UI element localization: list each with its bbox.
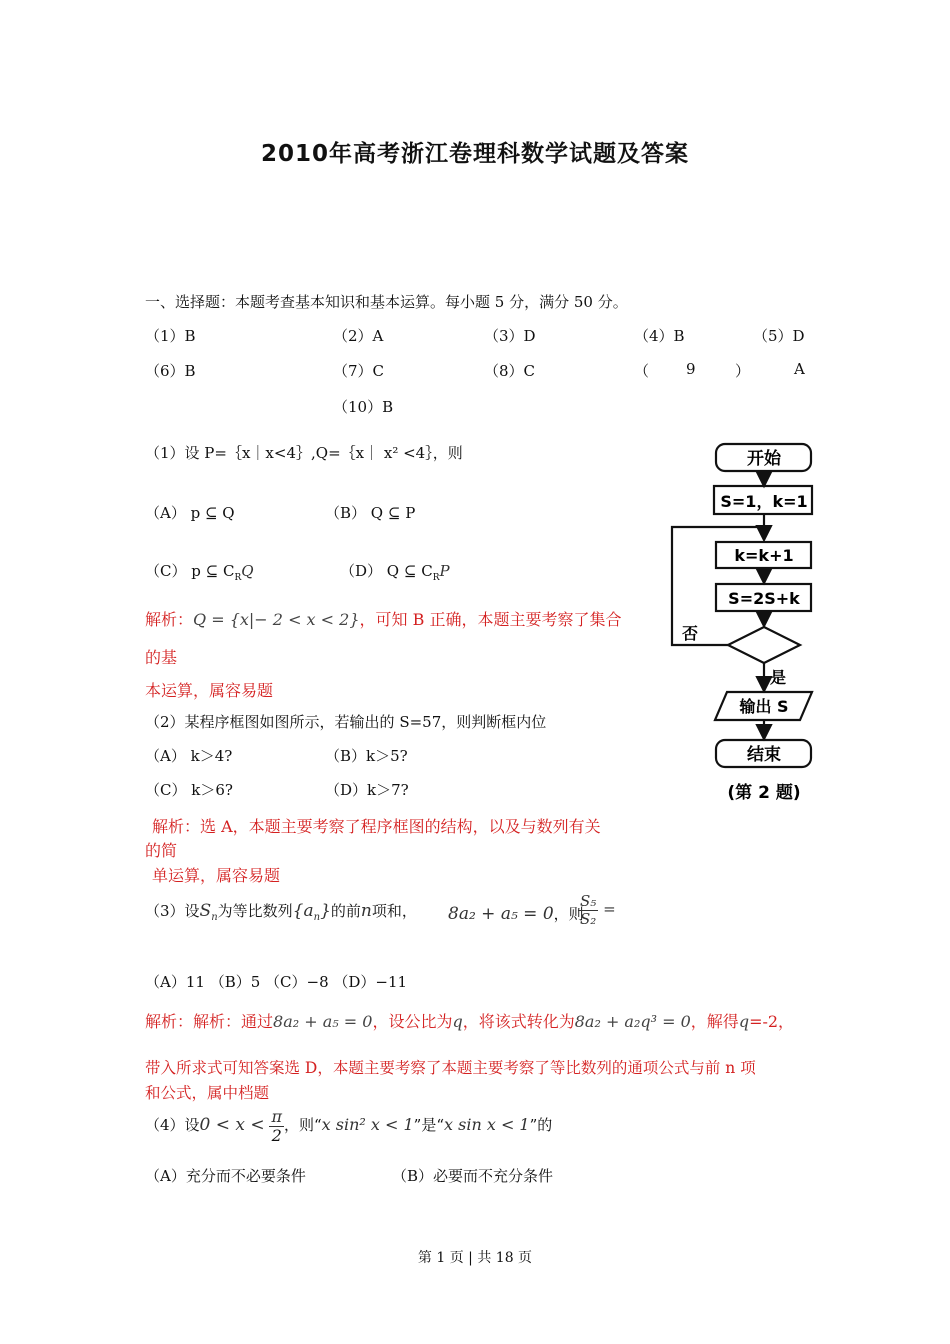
flow-step1-text: k=k+1 <box>734 546 794 565</box>
q2-analysis-line3: 单运算，属容易题 <box>152 866 281 885</box>
answer-10: （10）B <box>333 398 394 416</box>
q3-analysis-line2: 带入所求式可知答案选 D，本题主要考察了本题主要考察了等比数列的通项公式与前 n 项 <box>145 1059 756 1077</box>
q4-option-a: （A）充分而不必要条件 <box>145 1167 306 1185</box>
q1-analysis-line2: 的基 <box>145 648 178 667</box>
answer-2: （2）A <box>333 327 384 345</box>
q2-option-a: （A） k＞4? <box>145 747 233 765</box>
flow-end-text: 结束 <box>747 745 781 765</box>
page-footer: 第 1 页 | 共 18 页 <box>417 1250 533 1266</box>
q1-option-c: （C） p ⊆ $C_RQ$ <box>145 562 254 583</box>
q3-options: （A）11 （B）5 （C）−8 （D）−11 <box>145 973 408 991</box>
flow-init-text: S=1，k=1 <box>720 492 808 511</box>
answer-9-letter: A <box>794 360 805 378</box>
flow-yes-label: 是 <box>769 668 787 687</box>
q3-fraction: $\frac{\text{S₅}}{\text{S₂}}$ = <box>580 892 616 928</box>
page-title: 2010年高考浙江卷理科数学试题及答案 <box>260 141 689 167</box>
flow-caption: (第 2 题) <box>727 783 801 803</box>
q3-analysis-line3: 和公式，属中档题 <box>145 1084 270 1102</box>
q4-option-b: （B）必要而不充分条件 <box>392 1167 554 1185</box>
answer-9-close: ） <box>735 362 751 380</box>
flow-decision <box>728 627 800 663</box>
answer-9-num: 9 <box>686 360 696 378</box>
q2-option-b: （B）k＞5? <box>325 747 408 765</box>
answer-1: （1）B <box>145 327 196 345</box>
q2-analysis-line2: 的简 <box>145 841 178 860</box>
q1-option-b: （B） Q ⊆ P <box>325 504 416 522</box>
flow-step2-text: S=2S+k <box>728 589 800 608</box>
flow-output-text: 输出 S <box>739 697 789 716</box>
answer-5: （5）D <box>753 327 805 345</box>
q1-stem: （1）设 P=｛x｜x<4｝,Q=｛x｜ x² <4｝，则 <box>145 444 463 462</box>
q2-analysis: 解析：选 A，本题主要考察了程序框图的结构，以及与数列有关 <box>152 817 601 836</box>
flow-start-text: 开始 <box>747 449 781 469</box>
q1-option-a: （A） p ⊆ Q <box>145 504 235 522</box>
answer-6: （6）B <box>145 362 196 380</box>
q1-analysis-line3: 本运算，属容易题 <box>145 681 274 700</box>
q3-stem: （3）设$S_n$为等比数列$\{a_n\}$的前n项和， <box>145 901 417 923</box>
answer-9-open: （ <box>634 362 650 380</box>
q4-stem: （4）设0 < x < $\frac{\pi}{2}$ ，则“x sin² x < 1”是“x sin x < 1”的 <box>145 1107 553 1145</box>
answer-7: （7）C <box>333 362 385 380</box>
q3-analysis: 解析：解析：通过8a₂ + a₅ = 0，设公比为q，将该式转化为8a₂ + a₂q³ = 0，解得q=-2， <box>145 1012 795 1031</box>
answer-8: （8）C <box>484 362 536 380</box>
flowchart <box>664 430 834 810</box>
q1-analysis: 解析：Q = {x|− 2 < x < 2}，可知 B 正确，本题主要考察了集合 <box>145 610 622 629</box>
q2-stem: （2）某程序框图如图所示，若输出的 S=57，则判断框内位 <box>145 713 547 731</box>
answer-4: （4）B <box>634 327 685 345</box>
q2-option-c: （C） k＞6? <box>145 781 233 799</box>
q3-equation: 8a₂ + a₅ = 0，则 <box>448 904 584 924</box>
flow-no-label: 否 <box>681 624 699 643</box>
answer-3: （3）D <box>484 327 536 345</box>
q1-option-d: （D） Q ⊆ $C_RP$ <box>340 562 450 583</box>
q2-option-d: （D）k＞7? <box>325 781 409 799</box>
section-heading: 一、选择题：本题考查基本知识和基本运算。每小题 5 分，满分 50 分。 <box>145 293 628 311</box>
